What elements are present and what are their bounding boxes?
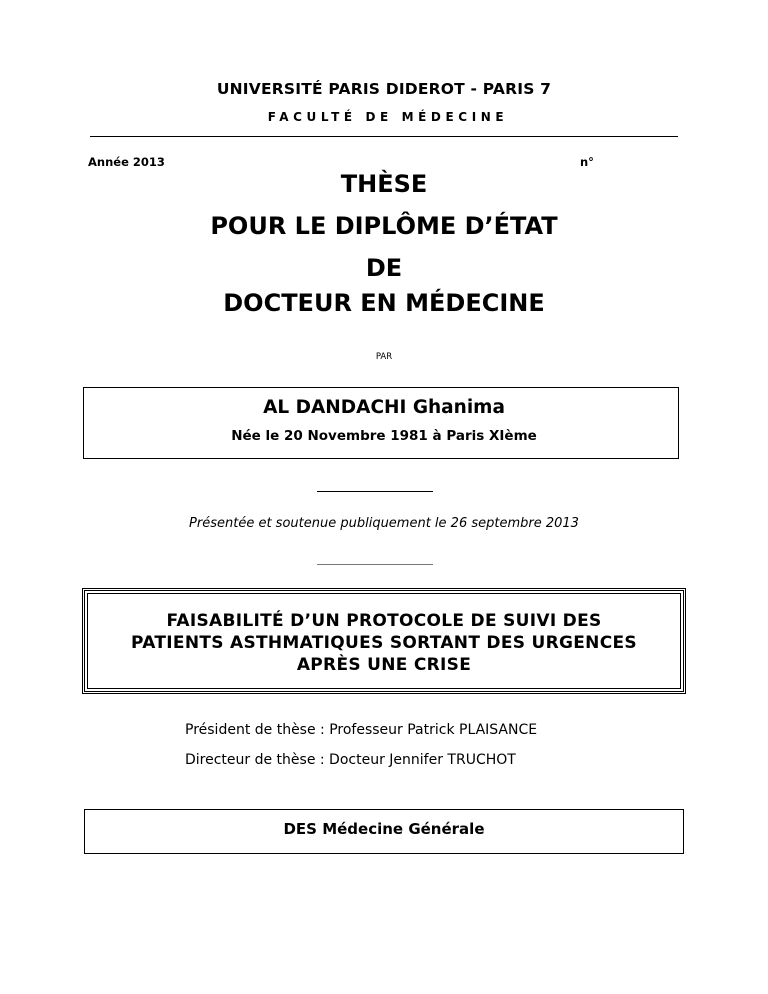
thesis-year: Année 2013 [88,155,165,169]
separator-bottom [317,564,433,565]
subject-line-1: FAISABILITÉ D’UN PROTOCOLE DE SUIVI DES [166,611,602,631]
by-label: PAR [375,352,393,362]
specialty-label: DES Médecine Générale [283,820,485,838]
thesis-title-line-1: THÈSE [340,170,428,198]
thesis-title-line-2: POUR LE DIPLÔME D’ÉTAT [210,212,558,240]
subject-line-3: APRÈS UNE CRISE [296,655,472,675]
thesis-title-line-4: DOCTEUR EN MÉDECINE [223,289,545,317]
subject-line-2: PATIENTS ASTHMATIQUES SORTANT DES URGENCES [131,633,637,653]
header-divider [90,136,678,137]
defense-date: Présentée et soutenue publiquement le 26 septembre 2013 [189,516,579,531]
faculty-name: FACULTÉ DE MÉDECINE [267,110,509,124]
author-birth: Née le 20 Novembre 1981 à Paris XIème [231,428,537,444]
thesis-number: n° [580,155,594,169]
thesis-director: Directeur de thèse : Docteur Jennifer TRUCHOT [185,752,516,768]
thesis-title-line-3: DE [365,254,403,282]
separator-top [317,491,433,492]
university-name: UNIVERSITÉ PARIS DIDEROT - PARIS 7 [216,80,552,98]
jury-president: Président de thèse : Professeur Patrick PLAISANCE [185,722,538,738]
thesis-subject [0,610,768,676]
author-name: AL DANDACHI Ghanima [263,397,505,418]
